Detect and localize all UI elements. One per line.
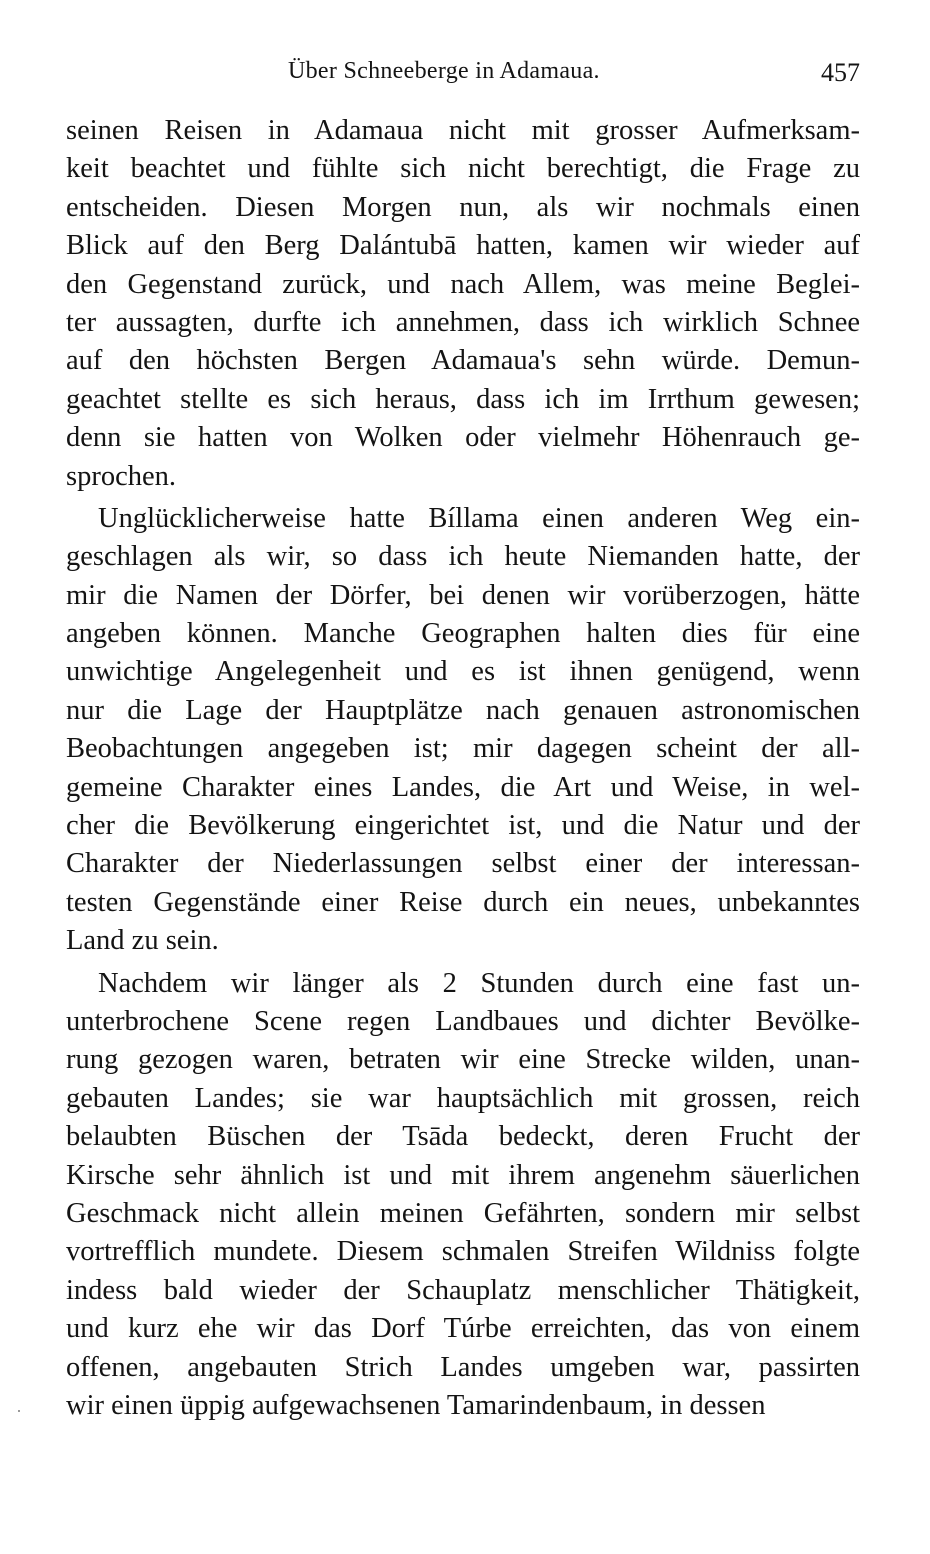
- text-line: nur die Lage der Hauptplätze nach genauen astronomischen: [66, 694, 860, 726]
- text-line: Kirsche sehr ähnlich ist und mit ihrem angenehm säuerlichen: [66, 1159, 860, 1191]
- paragraph: [66, 965, 860, 1426]
- body-text: [66, 112, 860, 1425]
- text-line: sprochen.: [66, 460, 177, 492]
- text-line: testen Gegenstände einer Reise durch ein neues, unbekanntes: [66, 886, 860, 918]
- paragraph: [66, 112, 860, 496]
- text-line: auf den höchsten Bergen Adamaua's sehn würde. Demun-: [66, 345, 860, 377]
- text-line: geschlagen als wir, so dass ich heute Niemanden hatte, der: [66, 541, 860, 573]
- text-line: den Gegenstand zurück, und nach Allem, was meine Beglei-: [66, 268, 860, 300]
- running-head: [66, 58, 860, 94]
- text-line: gemeine Charakter eines Landes, die Art und Weise, in wel-: [66, 771, 860, 803]
- text-line: und kurz ehe wir das Dorf Túrbe erreichten, das von einem: [66, 1313, 860, 1345]
- text-line: geachtet stellte es sich heraus, dass ich im Irrthum gewesen;: [66, 383, 860, 415]
- text-line: indess bald wieder der Schauplatz menschlicher Thätigkeit,: [66, 1274, 860, 1306]
- paragraph: [66, 500, 860, 961]
- text-line: unterbrochene Scene regen Landbaues und dichter Bevölke-: [66, 1005, 860, 1037]
- text-line: Nachdem wir länger als 2 Stunden durch eine fast un-: [98, 967, 860, 999]
- text-line: cher die Bevölkerung eingerichtet ist, und die Natur und der: [66, 810, 860, 842]
- text-line: keit beachtet und fühlte sich nicht berechtigt, die Frage zu: [66, 153, 860, 185]
- text-line: mir die Namen der Dörfer, bei denen wir vorüberzogen, hätte: [66, 579, 860, 611]
- text-line: entscheiden. Diesen Morgen nun, als wir nochmals einen: [66, 191, 860, 223]
- page-number: 457: [821, 58, 860, 87]
- text-line: rung gezogen waren, betraten wir eine Strecke wilden, unan-: [66, 1044, 860, 1076]
- margin-speck: [18, 1410, 20, 1412]
- running-title: Über Schneeberge in Adamaua.: [288, 58, 600, 84]
- text-line: Blick auf den Berg Dalántubā hatten, kamen wir wieder auf: [66, 230, 860, 262]
- text-line: angeben können. Manche Geographen halten dies für eine: [66, 618, 860, 650]
- text-line: offenen, angebauten Strich Landes umgeben war, passirten: [66, 1351, 860, 1383]
- text-line: Geschmack nicht allein meinen Gefährten, sondern mir selbst: [66, 1197, 860, 1229]
- text-line: denn sie hatten von Wolken oder vielmehr Höhenrauch ge-: [66, 422, 860, 454]
- text-line: Charakter der Niederlassungen selbst einer der interessan-: [66, 848, 860, 880]
- text-line: unwichtige Angelegenheit und es ist ihnen genügend, wenn: [66, 656, 860, 688]
- text-line: Beobachtungen angegeben ist; mir dagegen scheint der all-: [66, 733, 860, 765]
- text-line: vortrefflich mundete. Diesem schmalen Streifen Wildniss folgte: [66, 1236, 860, 1268]
- text-line: gebauten Landes; sie war hauptsächlich mit grossen, reich: [66, 1082, 860, 1114]
- text-line: ter aussagten, durfte ich annehmen, dass ich wirklich Schnee: [66, 306, 860, 338]
- text-line: wir einen üppig aufgewachsenen Tamarindenbaum, in dessen: [66, 1389, 766, 1421]
- text-line: Unglücklicherweise hatte Bíllama einen anderen Weg ein-: [98, 502, 860, 534]
- text-line: Land zu sein.: [66, 925, 219, 957]
- text-line: belaubten Büschen der Tsāda bedeckt, deren Frucht der: [66, 1121, 860, 1153]
- text-line: seinen Reisen in Adamaua nicht mit grosser Aufmerksam-: [66, 115, 860, 146]
